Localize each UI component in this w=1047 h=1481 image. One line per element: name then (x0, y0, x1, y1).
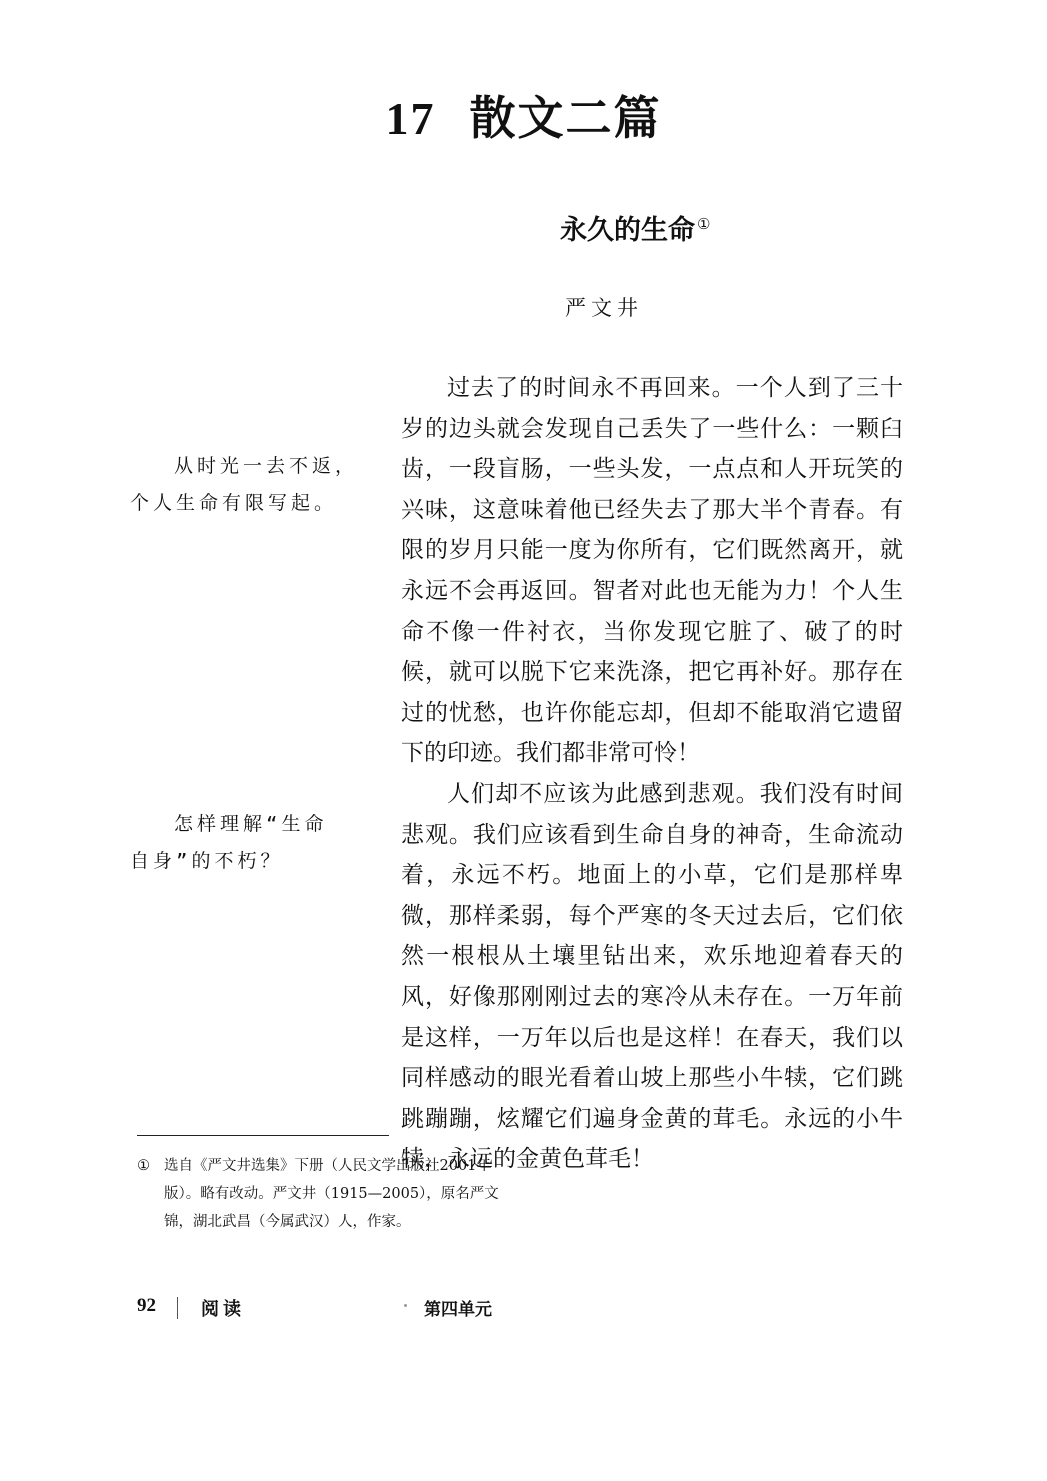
footnote-marker: ① (137, 1158, 150, 1174)
footnote-divider (137, 1135, 389, 1136)
paragraph-2: 人们却不应该为此感到悲观。我们没有时间悲观。我们应该看到生命自身的神奇，生命流动着，永远不朽。地面上的小草，它们是那样卑微，那样柔弱，每个严寒的冬天过去后，它们依然一根根从土壤里钻出来，欢乐地迎着春天的风，好像那刚刚过去的寒冷从未存在。一万年前是这样，一万年以后也是这样！在春天，我们以同样感动的眼光看着山坡上那些小牛犊，它们跳跳蹦蹦，炫耀它们遍身金黄的茸毛。永远的小牛犊，永远的金黄色茸毛！ (401, 780, 903, 1173)
footnote-reference[interactable]: ① (697, 215, 711, 233)
section-label: 阅读 (201, 1299, 245, 1320)
footer-dot (404, 1304, 407, 1307)
lesson-title-text: 散文二篇 (469, 91, 662, 145)
side-note-1 (130, 448, 375, 522)
footer-divider (177, 1297, 178, 1319)
footnote-text: 选自《严文井选集》下册（人民文学出版社2001年版）。略有改动。严文井（1915—2005），原名严文锦，湖北武昌（今属武汉）人，作家。 (164, 1158, 499, 1230)
lesson-title (0, 82, 1047, 148)
side-note-2 (130, 806, 375, 880)
author-name: 严文井 (565, 296, 643, 320)
essay-title-text: 永久的生命 (560, 215, 695, 246)
paragraph-1: 过去了的时间永不再回来。一个人到了三十岁的边头就会发现自己丢失了一些什么：一颗臼齿，一段盲肠，一些头发，一点点和人开玩笑的兴味，这意味着他已经失去了那大半个青春。有限的岁月只能一度为你所有，它们既然离开，就永远不会再返回。智者对此也无能为力！个人生命不像一件衬衣，当你发现它脏了、破了的时候，就可以脱下它来洗涤，把它再补好。那存在过的忧愁，也许你能忘却，但却不能取消它遗留下的印迹。我们都非常可怜！ (401, 375, 903, 767)
essay-title (560, 208, 710, 247)
side-note-1-line-2: 个人生命有限写起。 (130, 492, 338, 514)
unit-label: 第四单元 (424, 1300, 492, 1320)
lesson-number: 17 (385, 93, 436, 144)
side-note-1-line-1: 从时光一去不返， (174, 455, 359, 477)
footnote (137, 1152, 517, 1236)
side-note-2-line-1: 怎样理解“生命 (174, 813, 328, 835)
essay-body (401, 368, 903, 1180)
page-number: 92 (137, 1295, 156, 1316)
side-note-2-line-2: 自身”的不朽？ (130, 850, 284, 872)
